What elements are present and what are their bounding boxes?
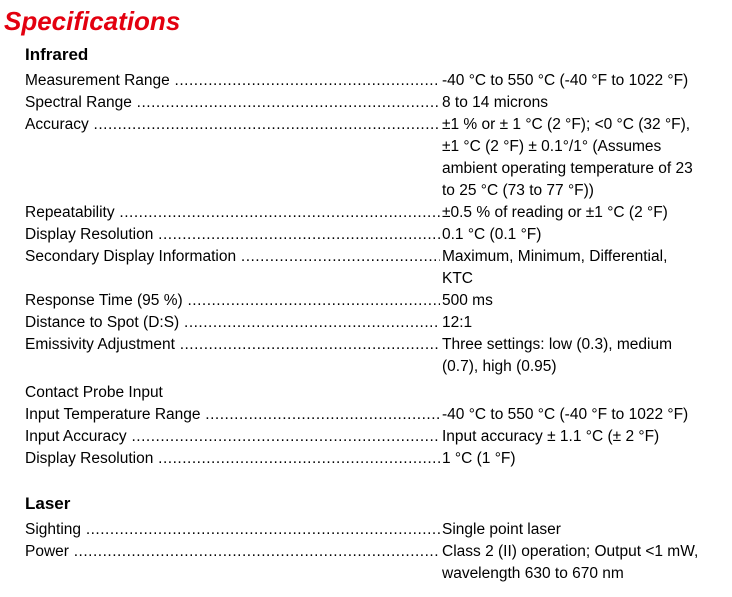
spec-value-line: Three settings: low (0.3), medium (442, 336, 673, 353)
spec-label: Emissivity Adjustment ..... (25, 334, 440, 356)
spec-value-line: 0.1 °C (0.1 °F) (442, 226, 542, 243)
spec-label: Input Accuracy ..... (25, 426, 440, 448)
spec-value (442, 404, 730, 426)
section-heading: Laser (25, 494, 71, 513)
spec-value (442, 92, 730, 114)
spec-value-line: Single point laser (442, 521, 561, 538)
spec-label: Sighting ..... (25, 519, 440, 541)
spec-value-line: -40 °C to 550 °C (-40 °F to 1022 °F) (442, 406, 689, 423)
page-title: Specifications (4, 6, 181, 36)
section-heading: Contact Probe Input (25, 384, 163, 401)
spec-value (442, 246, 730, 290)
spec-label: Distance to Spot (D:S) ..... (25, 312, 440, 334)
spec-label: Input Temperature Range ..... (25, 404, 440, 426)
spec-value (442, 290, 730, 312)
section-heading: Infrared (25, 45, 89, 64)
spec-value (442, 312, 730, 334)
spec-value (442, 114, 730, 202)
spec-value (442, 334, 730, 378)
spec-value-line: -40 °C to 550 °C (-40 °F to 1022 °F) (442, 72, 689, 89)
spec-value-line: KTC (442, 270, 473, 287)
spec-value-line: 8 to 14 microns (442, 94, 548, 111)
spec-value-line: to 25 °C (73 to 77 °F)) (442, 182, 594, 199)
spec-label: Power ..... (25, 541, 440, 563)
spec-label: Repeatability ..... (25, 202, 440, 224)
spec-value (442, 224, 730, 246)
spec-label: Display Resolution ..... (25, 448, 440, 470)
spec-value-line: 12:1 (442, 314, 473, 331)
spec-value-line: ambient operating temperature of 23 (442, 160, 693, 177)
spec-label: Display Resolution ..... (25, 224, 440, 246)
spec-value-line: Input accuracy ± 1.1 °C (± 2 °F) (442, 428, 660, 445)
spec-value-line: 1 °C (1 °F) (442, 450, 516, 467)
spec-value (442, 70, 730, 92)
spec-value (442, 541, 730, 585)
spec-value (442, 202, 730, 224)
spec-value-line: 500 ms (442, 292, 493, 309)
spec-value-line: ±1 °C (2 °F) ± 0.1°/1° (Assumes (442, 138, 662, 155)
spec-value (442, 426, 730, 448)
spec-value (442, 448, 730, 470)
spec-label: Measurement Range ..... (25, 70, 440, 92)
spec-value-line: wavelength 630 to 670 nm (442, 565, 624, 582)
spec-value-line: Maximum, Minimum, Differential, (442, 248, 668, 265)
spec-value-line: ±1 % or ± 1 °C (2 °F); <0 °C (32 °F), (442, 116, 691, 133)
spec-label: Accuracy ..... (25, 114, 440, 136)
spec-value-line: ±0.5 % of reading or ±1 °C (2 °F) (442, 204, 668, 221)
spec-value-line: Class 2 (II) operation; Output <1 mW, (442, 543, 699, 560)
spec-label: Secondary Display Information ..... (25, 246, 440, 268)
spec-value-line: (0.7), high (0.95) (442, 358, 557, 375)
spec-label: Spectral Range ..... (25, 92, 440, 114)
spec-value (442, 519, 730, 541)
spec-label: Response Time (95 %) ..... (25, 290, 440, 312)
